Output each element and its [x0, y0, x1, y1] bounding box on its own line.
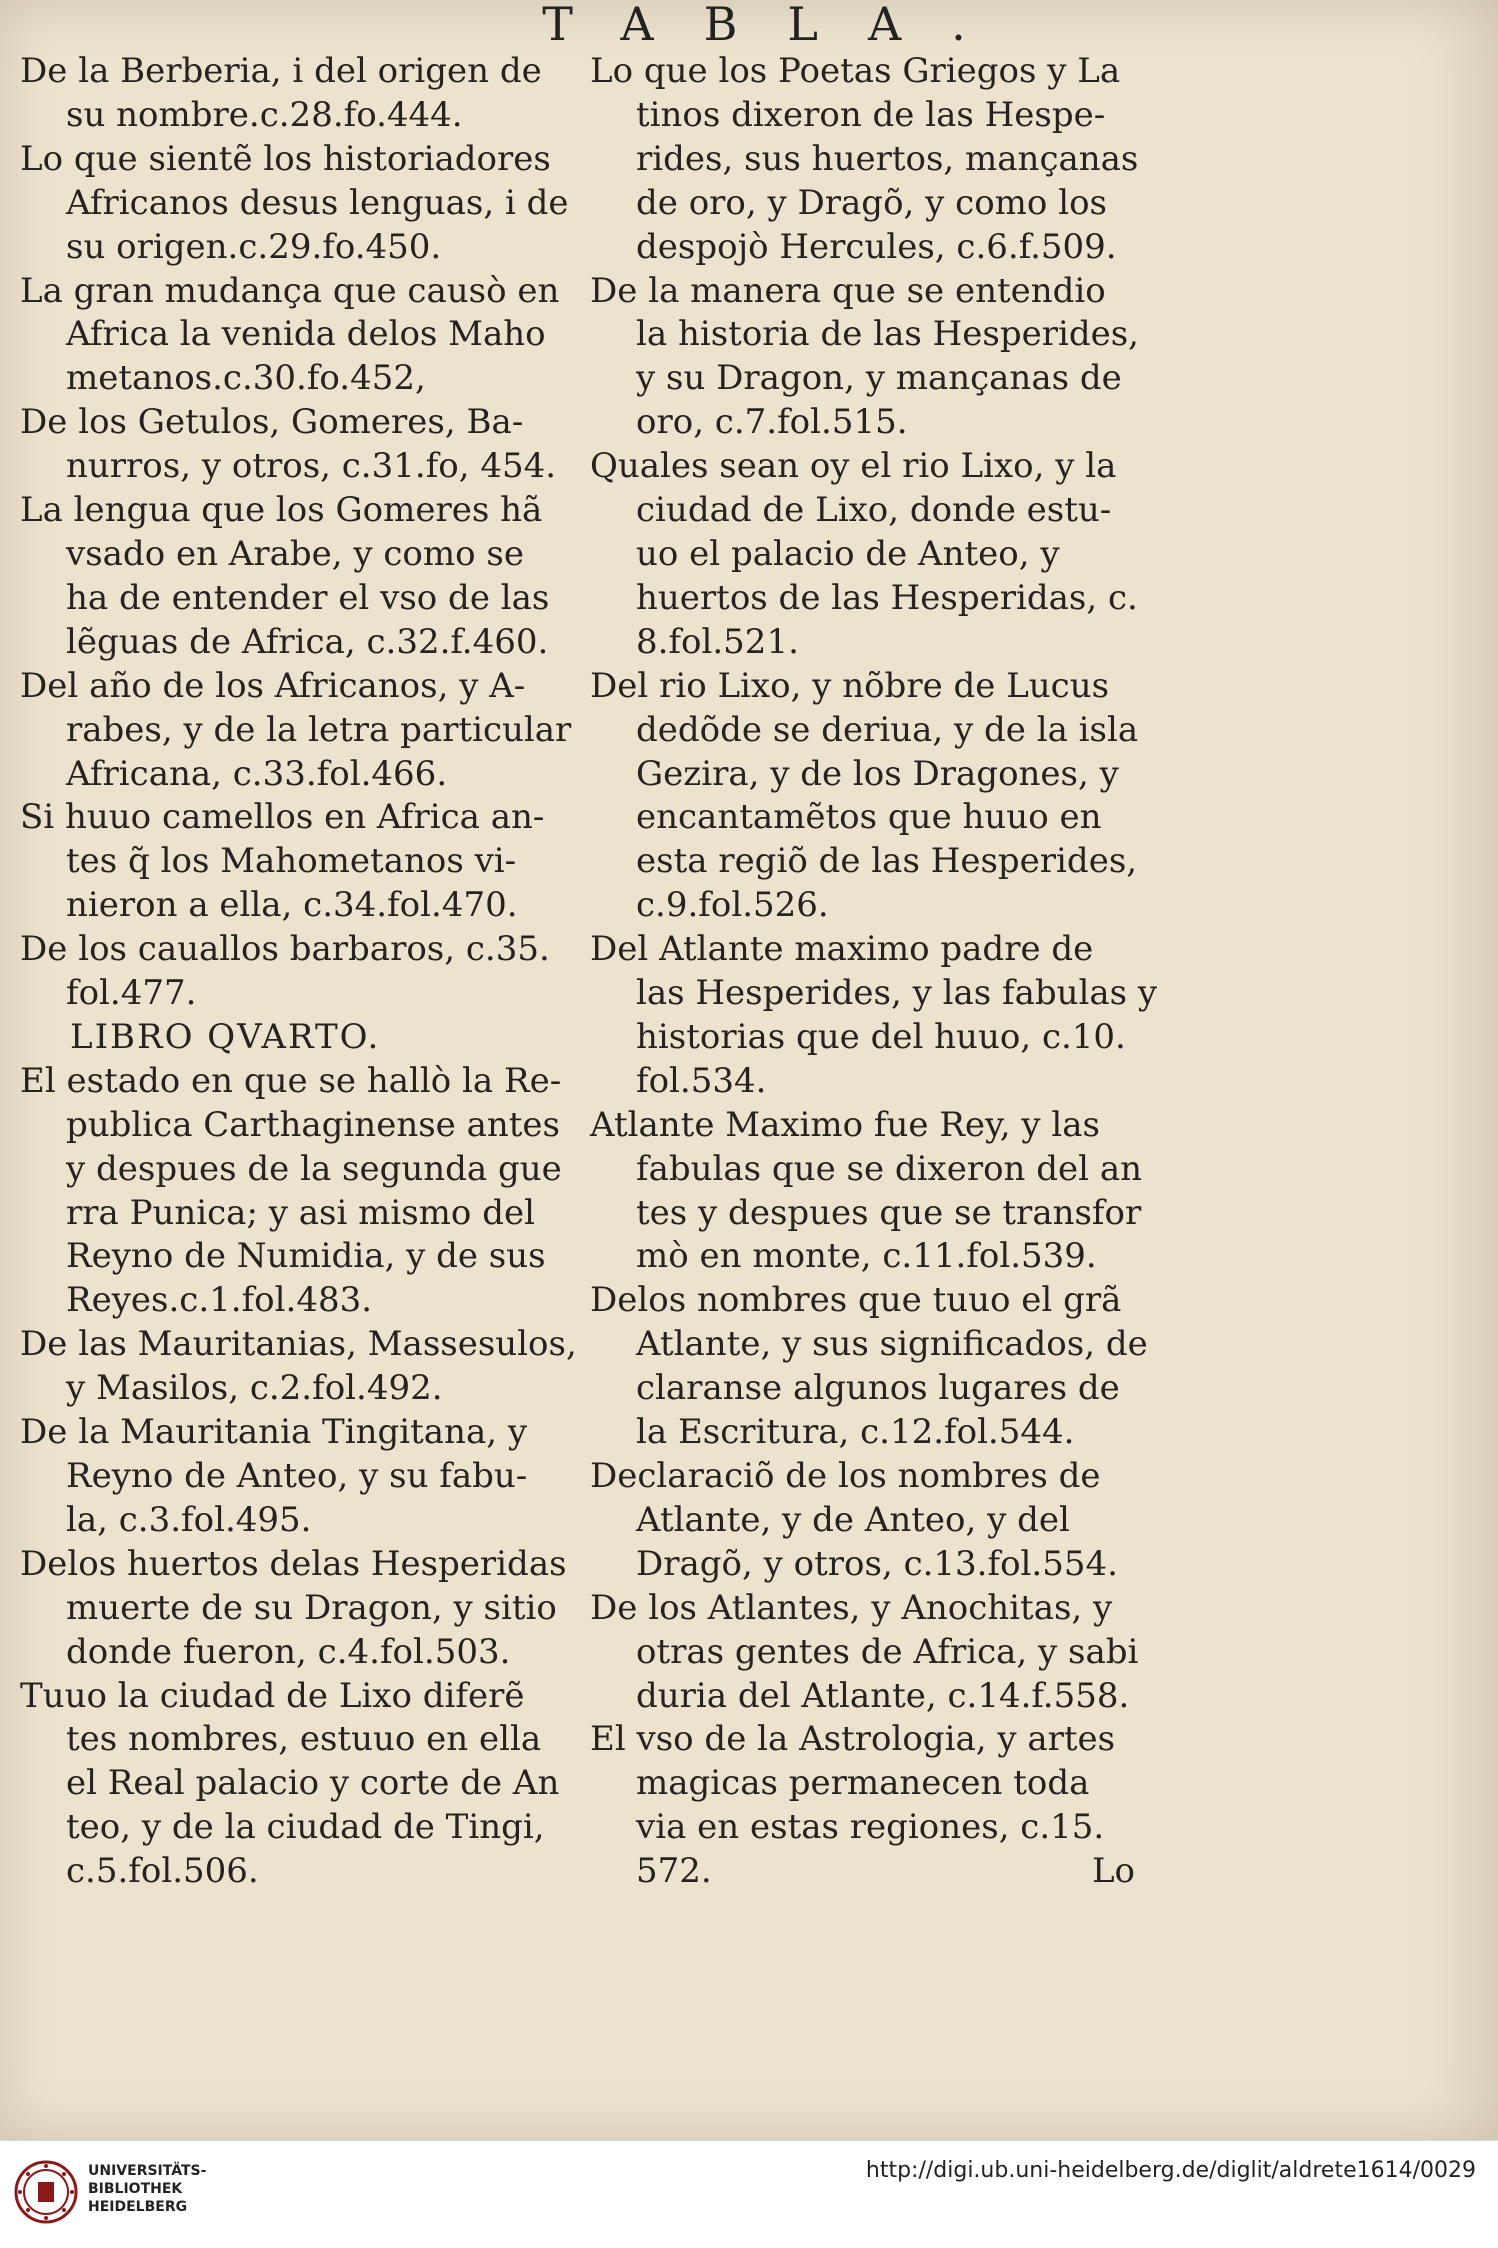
entry-line: ciudad de Lixo, donde estu-: [636, 490, 1112, 531]
index-entry: [20, 1543, 590, 1675]
entry-line: nurros, y otros, c.31.fo, 454.: [66, 446, 557, 487]
right-column: [590, 50, 1158, 1894]
entry-line: c.9.fol.526.: [636, 885, 829, 926]
viewer-footer: [0, 2140, 1498, 2248]
entry-line: El vso de la Astrologia, y artes: [590, 1719, 1116, 1760]
index-entry: [20, 270, 590, 402]
index-entry: [20, 401, 590, 489]
entry-line: De los cauallos barbaros, c.35.: [20, 929, 550, 970]
entry-line: su origen.c.29.fo.450.: [66, 226, 442, 267]
entry-line: rra Punica; y asi mismo del: [66, 1192, 535, 1233]
entry-line: Delos nombres que tuuo el grã: [590, 1280, 1122, 1321]
entry-line: huertos de las Hesperidas, c.: [636, 577, 1138, 618]
entry-line: Atlante, y de Anteo, y del: [636, 1499, 1070, 1540]
entry-line: La lengua que los Gomeres hã: [20, 490, 543, 531]
entry-line: la, c.3.fol.495.: [66, 1499, 312, 1540]
entry-line: tinos dixeron de las Hespe-: [636, 94, 1106, 135]
entry-line: Africana, c.33.fol.466.: [66, 753, 448, 794]
entry-line: magicas permanecen toda: [636, 1763, 1090, 1804]
entry-line: Declaraciõ de los nombres de: [590, 1456, 1101, 1496]
entry-line: duria del Atlante, c.14.f.558.: [636, 1675, 1130, 1716]
entry-line: Del Atlante maximo padre de: [590, 929, 1094, 970]
entry-line: historias que del huuo, c.10.: [636, 1016, 1126, 1057]
entry-line: Tuuo la ciudad de Lixo diferẽ: [20, 1675, 525, 1716]
entry-line: dedõde se deriua, y de la isla: [636, 709, 1139, 750]
entry-line: via en estas regiones, c.15.: [636, 1807, 1105, 1848]
entry-line: Del rio Lixo, y nõbre de Lucus: [590, 665, 1110, 706]
entry-line: lẽguas de Africa, c.32.f.460.: [66, 621, 549, 662]
index-entry: [20, 1411, 590, 1543]
entry-line: rides, sus huertos, mançanas: [636, 138, 1139, 179]
page-footer: [590, 1850, 1135, 1894]
index-entry: [590, 1455, 1135, 1587]
entry-line: metanos.c.30.fo.452,: [66, 358, 426, 399]
entry-line: nieron a ella, c.34.fol.470.: [66, 885, 518, 926]
library-name-line3: HEIDELBERG: [88, 2199, 188, 2215]
catchword: Lo: [1091, 1851, 1135, 1892]
entry-line: c.5.fol.506.: [66, 1851, 259, 1892]
entry-line: la historia de las Hesperides,: [636, 314, 1139, 355]
entry-line: oro, c.7.fol.515.: [636, 402, 908, 443]
entry-line: publica Carthaginense antes: [66, 1104, 560, 1145]
entry-line: Reyes.c.1.fol.483.: [66, 1280, 373, 1321]
index-entry: [20, 50, 590, 138]
entry-line: mò en monte, c.11.fol.539.: [636, 1236, 1097, 1277]
entry-line: tes y despues que se transfor: [636, 1192, 1142, 1233]
entry-line: claranse algunos lugares de: [636, 1368, 1120, 1409]
entry-line: su nombre.c.28.fo.444.: [66, 94, 463, 135]
index-entry: [20, 138, 590, 270]
entry-line: teo, y de la ciudad de Tingi,: [66, 1807, 545, 1848]
index-entry: [590, 1104, 1142, 1280]
entry-line: fabulas que se dixeron del an: [636, 1148, 1142, 1189]
entry-line: De las Mauritanias, Massesulos,: [20, 1324, 577, 1365]
index-entry: [590, 445, 1138, 665]
entry-line: Lo que los Poetas Griegos y La: [590, 51, 1121, 91]
entry-line: El estado en que se hallò la Re-: [20, 1060, 562, 1101]
entry-line: De los Atlantes, y Anochitas, y: [590, 1587, 1113, 1628]
entry-line: rabes, y de la letra particular: [66, 709, 572, 750]
index-entry: [20, 1060, 590, 1323]
entry-line: Si huuo camellos en Africa an-: [20, 797, 545, 838]
university-library-heidelberg-logo-icon: [14, 2160, 78, 2224]
entry-line: uo el palacio de Anteo, y: [636, 533, 1060, 574]
entry-line: de oro, y Dragõ, y como los: [636, 182, 1107, 223]
entry-line: las Hesperides, y las fabulas y: [636, 973, 1158, 1014]
index-entry: [590, 270, 1139, 446]
entry-line: De la Berberia, i del origen de: [20, 51, 542, 91]
entry-line: La gran mudança que causò en: [20, 270, 560, 311]
page-footer-row: [590, 1850, 1135, 1894]
page-header: [0, 0, 1498, 51]
entry-line: fol.477.: [66, 973, 197, 1014]
entry-line: el Real palacio y corte de An: [66, 1763, 560, 1804]
entry-line: muerte de su Dragon, y sitio: [66, 1587, 557, 1628]
entry-line: esta regiõ de las Hesperides,: [636, 841, 1138, 882]
entry-line: Africanos desus lenguas, i de: [66, 182, 569, 223]
index-entry: [20, 928, 590, 1016]
entry-line: otras gentes de Africa, y sabi: [636, 1631, 1139, 1672]
index-entry: [590, 928, 1158, 1104]
entry-line: Gezira, y de los Dragones, y: [636, 753, 1119, 794]
library-name-line1: UNIVERSITÄTS-: [88, 2163, 207, 2179]
page-title: TABLA.: [542, 0, 1016, 51]
library-name-line2: BIBLIOTHEK: [88, 2181, 183, 2197]
index-entry: [590, 50, 1139, 270]
entry-line: despojò Hercules, c.6.f.509.: [636, 226, 1117, 267]
entry-line: Africa la venida delos Maho: [66, 314, 546, 355]
entry-line: Lo que sientẽ los historiadores: [20, 138, 551, 179]
index-entry: [20, 1675, 590, 1895]
index-entry: [590, 1279, 1148, 1455]
index-entry: [20, 665, 590, 797]
entry-line: y despues de la segunda gue: [66, 1148, 562, 1189]
index-entry: [20, 489, 590, 665]
page-number: 572.: [636, 1851, 712, 1892]
index-entry: [590, 1718, 1135, 1850]
entry-line: donde fueron, c.4.fol.503.: [66, 1631, 511, 1672]
index-entry: [590, 1587, 1139, 1719]
entry-line: De la manera que se entendio: [590, 270, 1106, 311]
entry-line: ha de entender el vso de las: [66, 577, 550, 618]
entry-line: y su Dragon, y mançanas de: [636, 358, 1122, 399]
entry-line: vsado en Arabe, y como se: [66, 533, 524, 574]
source-url[interactable]: http://digi.ub.uni-heidelberg.de/diglit/aldrete1614/0029: [865, 2158, 1476, 2183]
library-name: [88, 2162, 206, 2216]
entry-line: De los Getulos, Gomeres, Ba-: [20, 402, 524, 443]
index-entry: [20, 1323, 590, 1411]
entry-line: Atlante Maximo fue Rey, y las: [590, 1104, 1100, 1145]
entry-line: y Masilos, c.2.fol.492.: [66, 1368, 443, 1409]
entry-line: Quales sean oy el rio Lixo, y la: [590, 446, 1117, 487]
entry-line: Reyno de Anteo, y su fabu-: [66, 1456, 528, 1496]
index-entry: [590, 665, 1139, 928]
entry-line: Reyno de Numidia, y de sus: [66, 1236, 546, 1277]
entry-line: LIBRO QVARTO.: [70, 1016, 381, 1057]
entry-line: encantamẽtos que huuo en: [636, 797, 1102, 838]
entry-line: fol.534.: [636, 1060, 767, 1101]
entry-line: tes q̃ los Mahometanos vi-: [66, 841, 517, 882]
entry-line: Dragõ, y otros, c.13.fol.554.: [636, 1543, 1118, 1584]
entry-line: Atlante, y sus significados, de: [636, 1324, 1148, 1365]
index-entry: [20, 796, 590, 928]
entry-line: Del año de los Africanos, y A-: [20, 665, 526, 706]
entry-line: 8.fol.521.: [636, 621, 799, 662]
entry-line: De la Mauritania Tingitana, y: [20, 1412, 528, 1453]
entry-line: la Escritura, c.12.fol.544.: [636, 1412, 1075, 1453]
section-heading: [20, 1016, 590, 1060]
left-column: [20, 50, 590, 1894]
entry-line: Delos huertos delas Hesperidas: [20, 1543, 567, 1584]
entry-line: tes nombres, estuuo en ella: [66, 1719, 542, 1760]
